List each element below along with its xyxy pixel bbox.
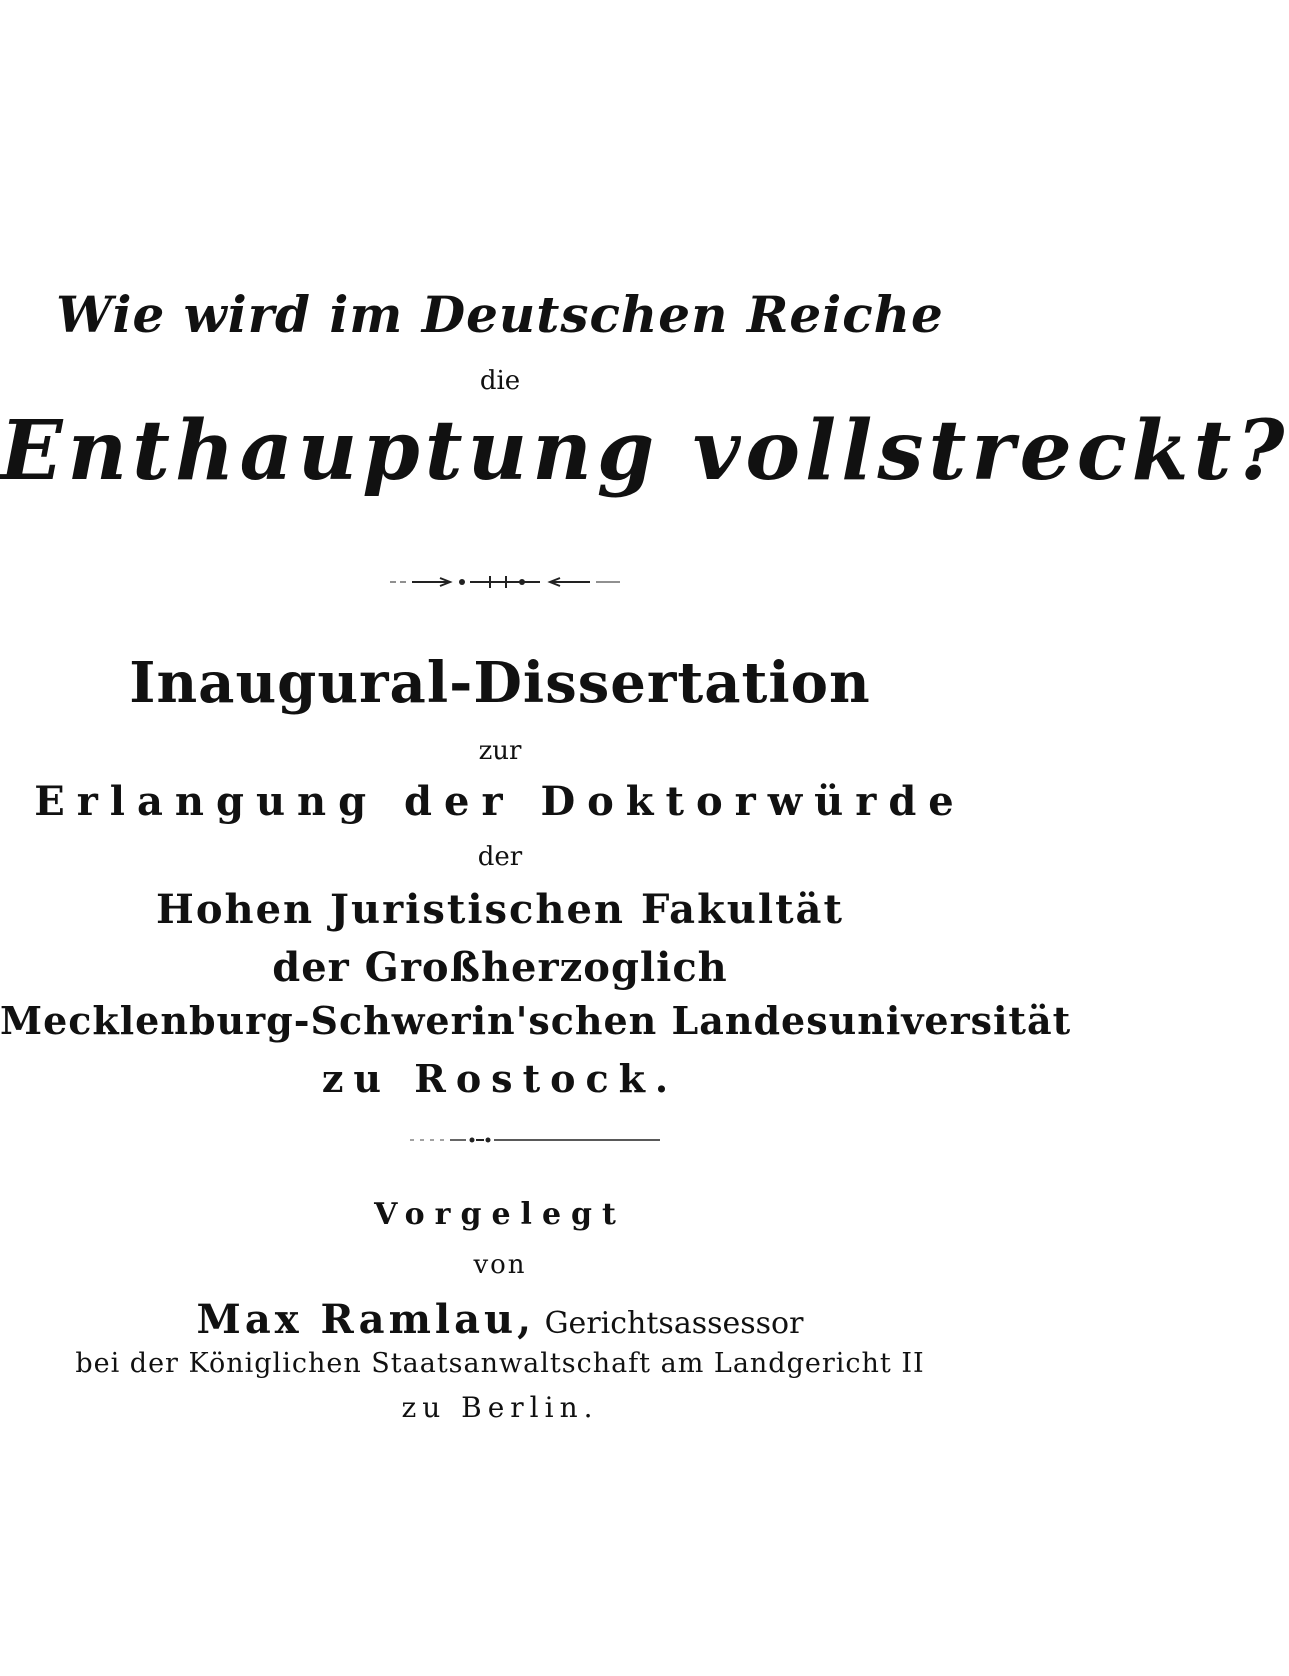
title-line-1: Wie wird im Deutschen Reiche: [56, 285, 944, 344]
dissertation-heading: Inaugural-Dissertation: [129, 650, 871, 716]
ornamental-divider-top: [390, 575, 620, 589]
grand-ducal-line: der Großherzoglich: [272, 944, 728, 991]
university-name: Mecklenburg-Schwerin'schen Landesuniversität: [0, 998, 1072, 1043]
faculty-name: Hohen Juristischen Fakultät: [156, 886, 844, 933]
ornamental-divider-bottom: [410, 1135, 660, 1145]
author-title: Gerichtsassessor: [544, 1306, 804, 1341]
dissertation-der: der: [477, 842, 523, 872]
main-title: Enthauptung vollstreckt?: [0, 403, 1289, 499]
dissertation-purpose: Erlangung der Doktorwürde: [34, 778, 966, 825]
author-line: [0, 1296, 1000, 1343]
university-city: zu Rostock.: [321, 1056, 679, 1101]
title-line-2: die: [479, 366, 521, 396]
dissertation-zur: zur: [478, 736, 522, 766]
author-name: Max Ramlau,: [196, 1296, 536, 1343]
author-location: zu Berlin.: [401, 1391, 599, 1424]
author-institution: bei der Königlichen Staatsanwaltschaft am Landgericht II: [75, 1348, 925, 1379]
von-label: von: [473, 1250, 527, 1280]
vorgelegt-label: Vorgelegt: [374, 1197, 626, 1232]
